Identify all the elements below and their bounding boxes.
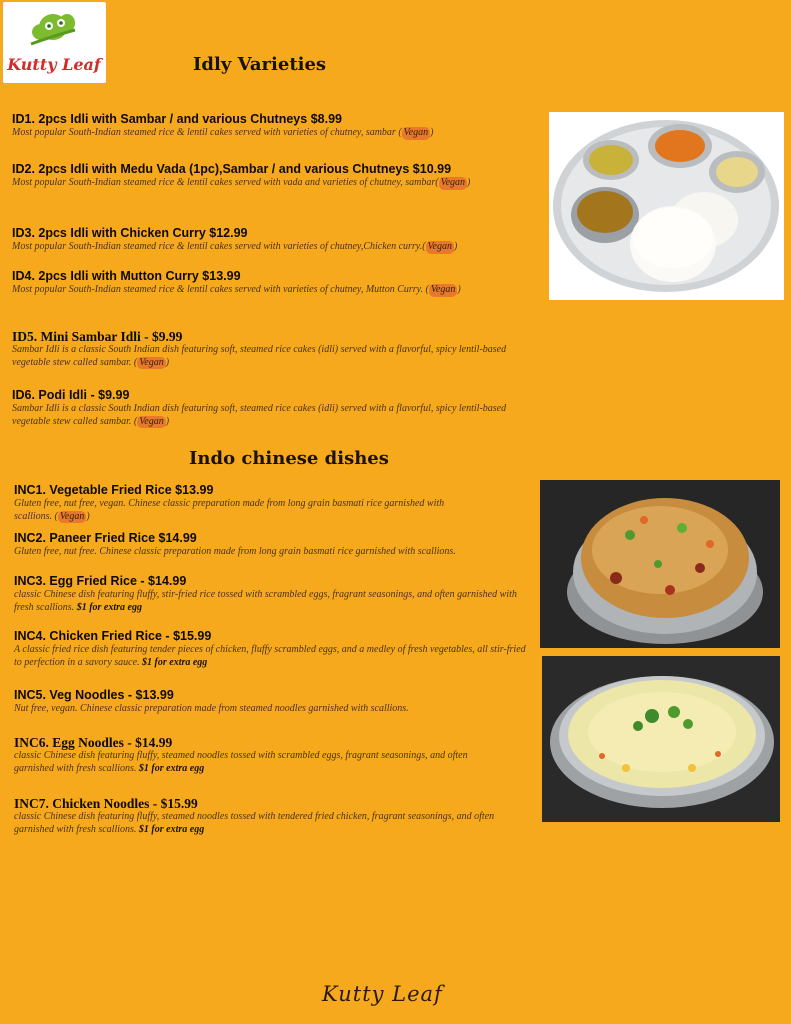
vegan-badge: Vegan xyxy=(139,356,164,368)
item-description: Gluten free, nut free. Chinese classic preparation made from long grain basmati rice garnished with scallions. xyxy=(14,546,456,557)
extra-egg-note: $1 for extra egg xyxy=(142,656,208,668)
item-name: INC7. Chicken Noodles - $15.99 xyxy=(14,796,198,811)
item-name: ID3. 2pcs Idli with Chicken Curry $12.99 xyxy=(12,226,248,240)
item-description: Sambar Idli is a classic South Indian dish featuring soft, steamed rice cakes (idli) served with a flavorful, spicy lentil-based vegetable stew called sambar. ( xyxy=(12,403,507,427)
logo-text: Kutty Leaf xyxy=(7,55,101,74)
vegan-badge: Vegan xyxy=(403,127,429,138)
item-name: INC1. Vegetable Fried Rice $13.99 xyxy=(14,483,214,497)
menu-item-id6: ID6. Podi Idli - $9.99 Sambar Idli is a classic South Indian dish featuring soft, steamed rice cakes (idli) served with a flavorful, spicy lentil-based vegetable stew called sambar. ( Vegan ) xyxy=(12,388,522,428)
vegan-badge: Vegan xyxy=(139,415,164,427)
menu-item-inc3 xyxy=(14,574,524,614)
menu-item-id2: ID2. 2pcs Idli with Medu Vada (1pc),Sambar / and various Chutneys $10.99 Most popular South-Indian steamed rice & lentil cakes served with vada and varieties of chutney, sambar( Vegan ) xyxy=(12,162,471,188)
menu-item-id4: ID4. 2pcs Idli with Mutton Curry $13.99 Most popular South-Indian steamed rice & lentil cakes served with varieties of chutney, Mutton Curry. ( Vegan ) xyxy=(12,269,497,297)
extra-egg-note: $1 for extra egg xyxy=(138,823,205,835)
item-name: INC4. Chicken Fried Rice - $15.99 xyxy=(14,629,212,643)
item-description: classic Chinese dish featuring fluffy, steamed noodles tossed with tendered fried chicken, fragrant seasonings, and often garnished with fresh scallions. xyxy=(14,811,495,835)
section-title-indo-chinese: Indo chinese dishes xyxy=(189,448,389,469)
item-description: Most popular South-Indian steamed rice & lentil cakes served with varieties of chutney,Chicken curry.( xyxy=(12,241,426,252)
item-name: ID5. Mini Sambar Idli - $9.99 xyxy=(12,329,183,344)
brand-logo xyxy=(3,2,106,83)
menu-item-id1: ID1. 2pcs Idli with Sambar / and various Chutneys $8.99 Most popular South-Indian steamed rice & lentil cakes served with varieties of chutney, sambar ( Vegan ) xyxy=(12,112,537,140)
footer-logo-text: Kutty Leaf xyxy=(322,982,443,1006)
menu-item-inc5 xyxy=(14,688,534,716)
item-name: INC6. Egg Noodles - $14.99 xyxy=(14,735,173,750)
item-name: INC2. Paneer Fried Rice $14.99 xyxy=(14,531,197,545)
item-name: ID4. 2pcs Idli with Mutton Curry $13.99 xyxy=(12,269,241,283)
extra-egg-note: $1 for extra egg xyxy=(138,762,205,774)
menu-item-inc2 xyxy=(14,531,534,559)
fried-rice-photo xyxy=(540,480,780,648)
vegan-badge: Vegan xyxy=(427,241,452,252)
vegan-badge: Vegan xyxy=(59,510,85,522)
extra-egg-note: $1 for extra egg xyxy=(76,601,142,613)
section-title-idly: Idly Varieties xyxy=(193,54,327,75)
item-description: Nut free, vegan. Chinese classic preparation made from steamed noodles garnished with scallions. xyxy=(14,703,409,714)
menu-item-inc6 xyxy=(14,735,484,775)
menu-item-inc7 xyxy=(14,796,534,836)
item-description: Most popular South-Indian steamed rice & lentil cakes served with varieties of chutney, sambar ( xyxy=(12,127,402,138)
item-description: Sambar Idli is a classic South Indian dish featuring soft, steamed rice cakes (idli) served with a flavorful, spicy lentil-based vegetable stew called sambar. ( xyxy=(12,344,507,368)
item-description: A classic fried rice dish featuring tender pieces of chicken, fluffy scrambled eggs, and a medley of fresh vegetables, all stir-fried to perfection in a savory sauce. xyxy=(14,644,526,668)
menu-item-inc4 xyxy=(14,629,529,669)
item-description: classic Chinese dish featuring fluffy, stir-fried rice tossed with scrambled eggs, fragrant seasonings, and often garnished with fresh scallions. xyxy=(14,589,517,613)
vegan-badge: Vegan xyxy=(440,177,466,188)
idli-plate-photo xyxy=(549,112,784,300)
item-name: INC3. Egg Fried Rice - $14.99 xyxy=(14,574,187,588)
noodles-photo xyxy=(542,656,780,822)
menu-item-id5: ID5. Mini Sambar Idli - $9.99 Sambar Idli is a classic South Indian dish featuring soft, steamed rice cakes (idli) served with a flavorful, spicy lentil-based vegetable stew called sambar. ( Vegan ) xyxy=(12,329,522,369)
menu-item-id3: ID3. 2pcs Idli with Chicken Curry $12.99 Most popular South-Indian steamed rice & lentil cakes served with varieties of chutney,Chicken curry.( Vegan ) xyxy=(12,226,537,254)
item-name: ID1. 2pcs Idli with Sambar / and various Chutneys $8.99 xyxy=(12,112,342,126)
item-name: INC5. Veg Noodles - $13.99 xyxy=(14,688,174,702)
item-name: ID2. 2pcs Idli with Medu Vada (1pc),Sambar / and various Chutneys $10.99 xyxy=(12,162,452,176)
vegan-badge: Vegan xyxy=(430,284,456,295)
menu-item-inc1: INC1. Vegetable Fried Rice $13.99 Gluten free, nut free, vegan. Chinese classic preparation made from long grain basmati rice garnished with scallions. ( Vegan ) xyxy=(14,483,484,523)
item-description: Most popular South-Indian steamed rice & lentil cakes served with varieties of chutney, Mutton Curry. ( xyxy=(12,284,429,295)
item-name: ID6. Podi Idli - $9.99 xyxy=(12,388,130,402)
item-description: classic Chinese dish featuring fluffy, steamed noodles tossed with scrambled eggs, fragrant seasonings, and often garnished with fresh scallions. xyxy=(14,750,468,774)
leaf-logo-icon xyxy=(3,2,106,83)
item-description: Gluten free, nut free, vegan. Chinese classic preparation made from long grain basmati rice garnished with scallions. ( xyxy=(14,498,445,522)
item-description: Most popular South-Indian steamed rice & lentil cakes served with vada and varieties of chutney, sambar( xyxy=(12,177,439,188)
